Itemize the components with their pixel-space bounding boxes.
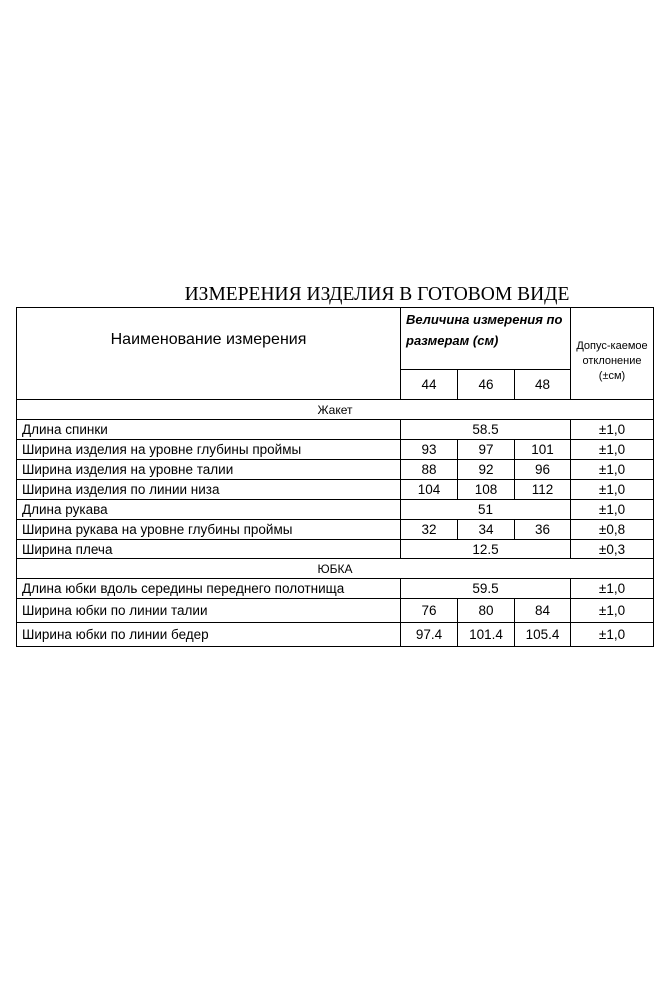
measurement-value: 84 [515,599,571,623]
section-row [17,400,654,420]
measurement-value: 12.5 [401,540,571,559]
measurement-value: 104 [401,480,458,500]
measurement-name: Ширина изделия на уровне талии [17,460,401,480]
header-value: Величина измерения по размерам (см) [401,308,571,370]
measurement-value: 101.4 [458,623,515,647]
measurement-value: 88 [401,460,458,480]
measurement-value: 36 [515,520,571,540]
measurement-value: 105.4 [515,623,571,647]
measurement-tolerance: ±1,0 [571,480,654,500]
measurement-value: 92 [458,460,515,480]
table-row [17,579,654,599]
table-row [17,520,654,540]
measurement-tolerance: ±0,3 [571,540,654,559]
measurement-name: Длина спинки [17,420,401,440]
measurement-value: 97.4 [401,623,458,647]
measurement-value: 76 [401,599,458,623]
measurement-tolerance: ±1,0 [571,440,654,460]
measurement-name: Ширина плеча [17,540,401,559]
measurement-name: Длина рукава [17,500,401,520]
measurement-value: 112 [515,480,571,500]
header-size: 46 [458,370,515,400]
measurement-tolerance: ±1,0 [571,500,654,520]
measurement-tolerance: ±1,0 [571,579,654,599]
measurement-value: 80 [458,599,515,623]
measurement-tolerance: ±1,0 [571,420,654,440]
header-name: Наименование измерения [17,308,401,400]
measurement-value: 32 [401,520,458,540]
measurement-value: 93 [401,440,458,460]
measurement-value: 34 [458,520,515,540]
measurement-value: 59.5 [401,579,571,599]
table-row [17,500,654,520]
table-row [17,420,654,440]
measurement-tolerance: ±0,8 [571,520,654,540]
measurement-value: 96 [515,460,571,480]
measurement-value: 101 [515,440,571,460]
table-row [17,460,654,480]
table-row [17,540,654,559]
table-row [17,623,654,647]
page-title: ИЗМЕРЕНИЯ ИЗДЕЛИЯ В ГОТОВОМ ВИДЕ [184,284,570,305]
measurement-name: Ширина юбки по линии талии [17,599,401,623]
table-row [17,440,654,460]
table-row [17,599,654,623]
measurement-value: 108 [458,480,515,500]
measurements-table [16,307,654,647]
section-row [17,559,654,579]
table-row [17,480,654,500]
measurement-name: Длина юбки вдоль середины переднего полотнища [17,579,401,599]
measurement-name: Ширина изделия на уровне глубины проймы [17,440,401,460]
measurement-tolerance: ±1,0 [571,460,654,480]
header-size: 44 [401,370,458,400]
measurement-name: Ширина юбки по линии бедер [17,623,401,647]
measurement-name: Ширина рукава на уровне глубины проймы [17,520,401,540]
measurement-tolerance: ±1,0 [571,599,654,623]
measurement-value: 97 [458,440,515,460]
section-title: ЮБКА [17,559,654,579]
measurement-value: 51 [401,500,571,520]
measurement-name: Ширина изделия по линии низа [17,480,401,500]
measurement-value: 58.5 [401,420,571,440]
measurement-tolerance: ±1,0 [571,623,654,647]
header-tolerance: Допус-каемое отклонение (±см) [571,308,654,400]
header-size: 48 [515,370,571,400]
section-title: Жакет [17,400,654,420]
